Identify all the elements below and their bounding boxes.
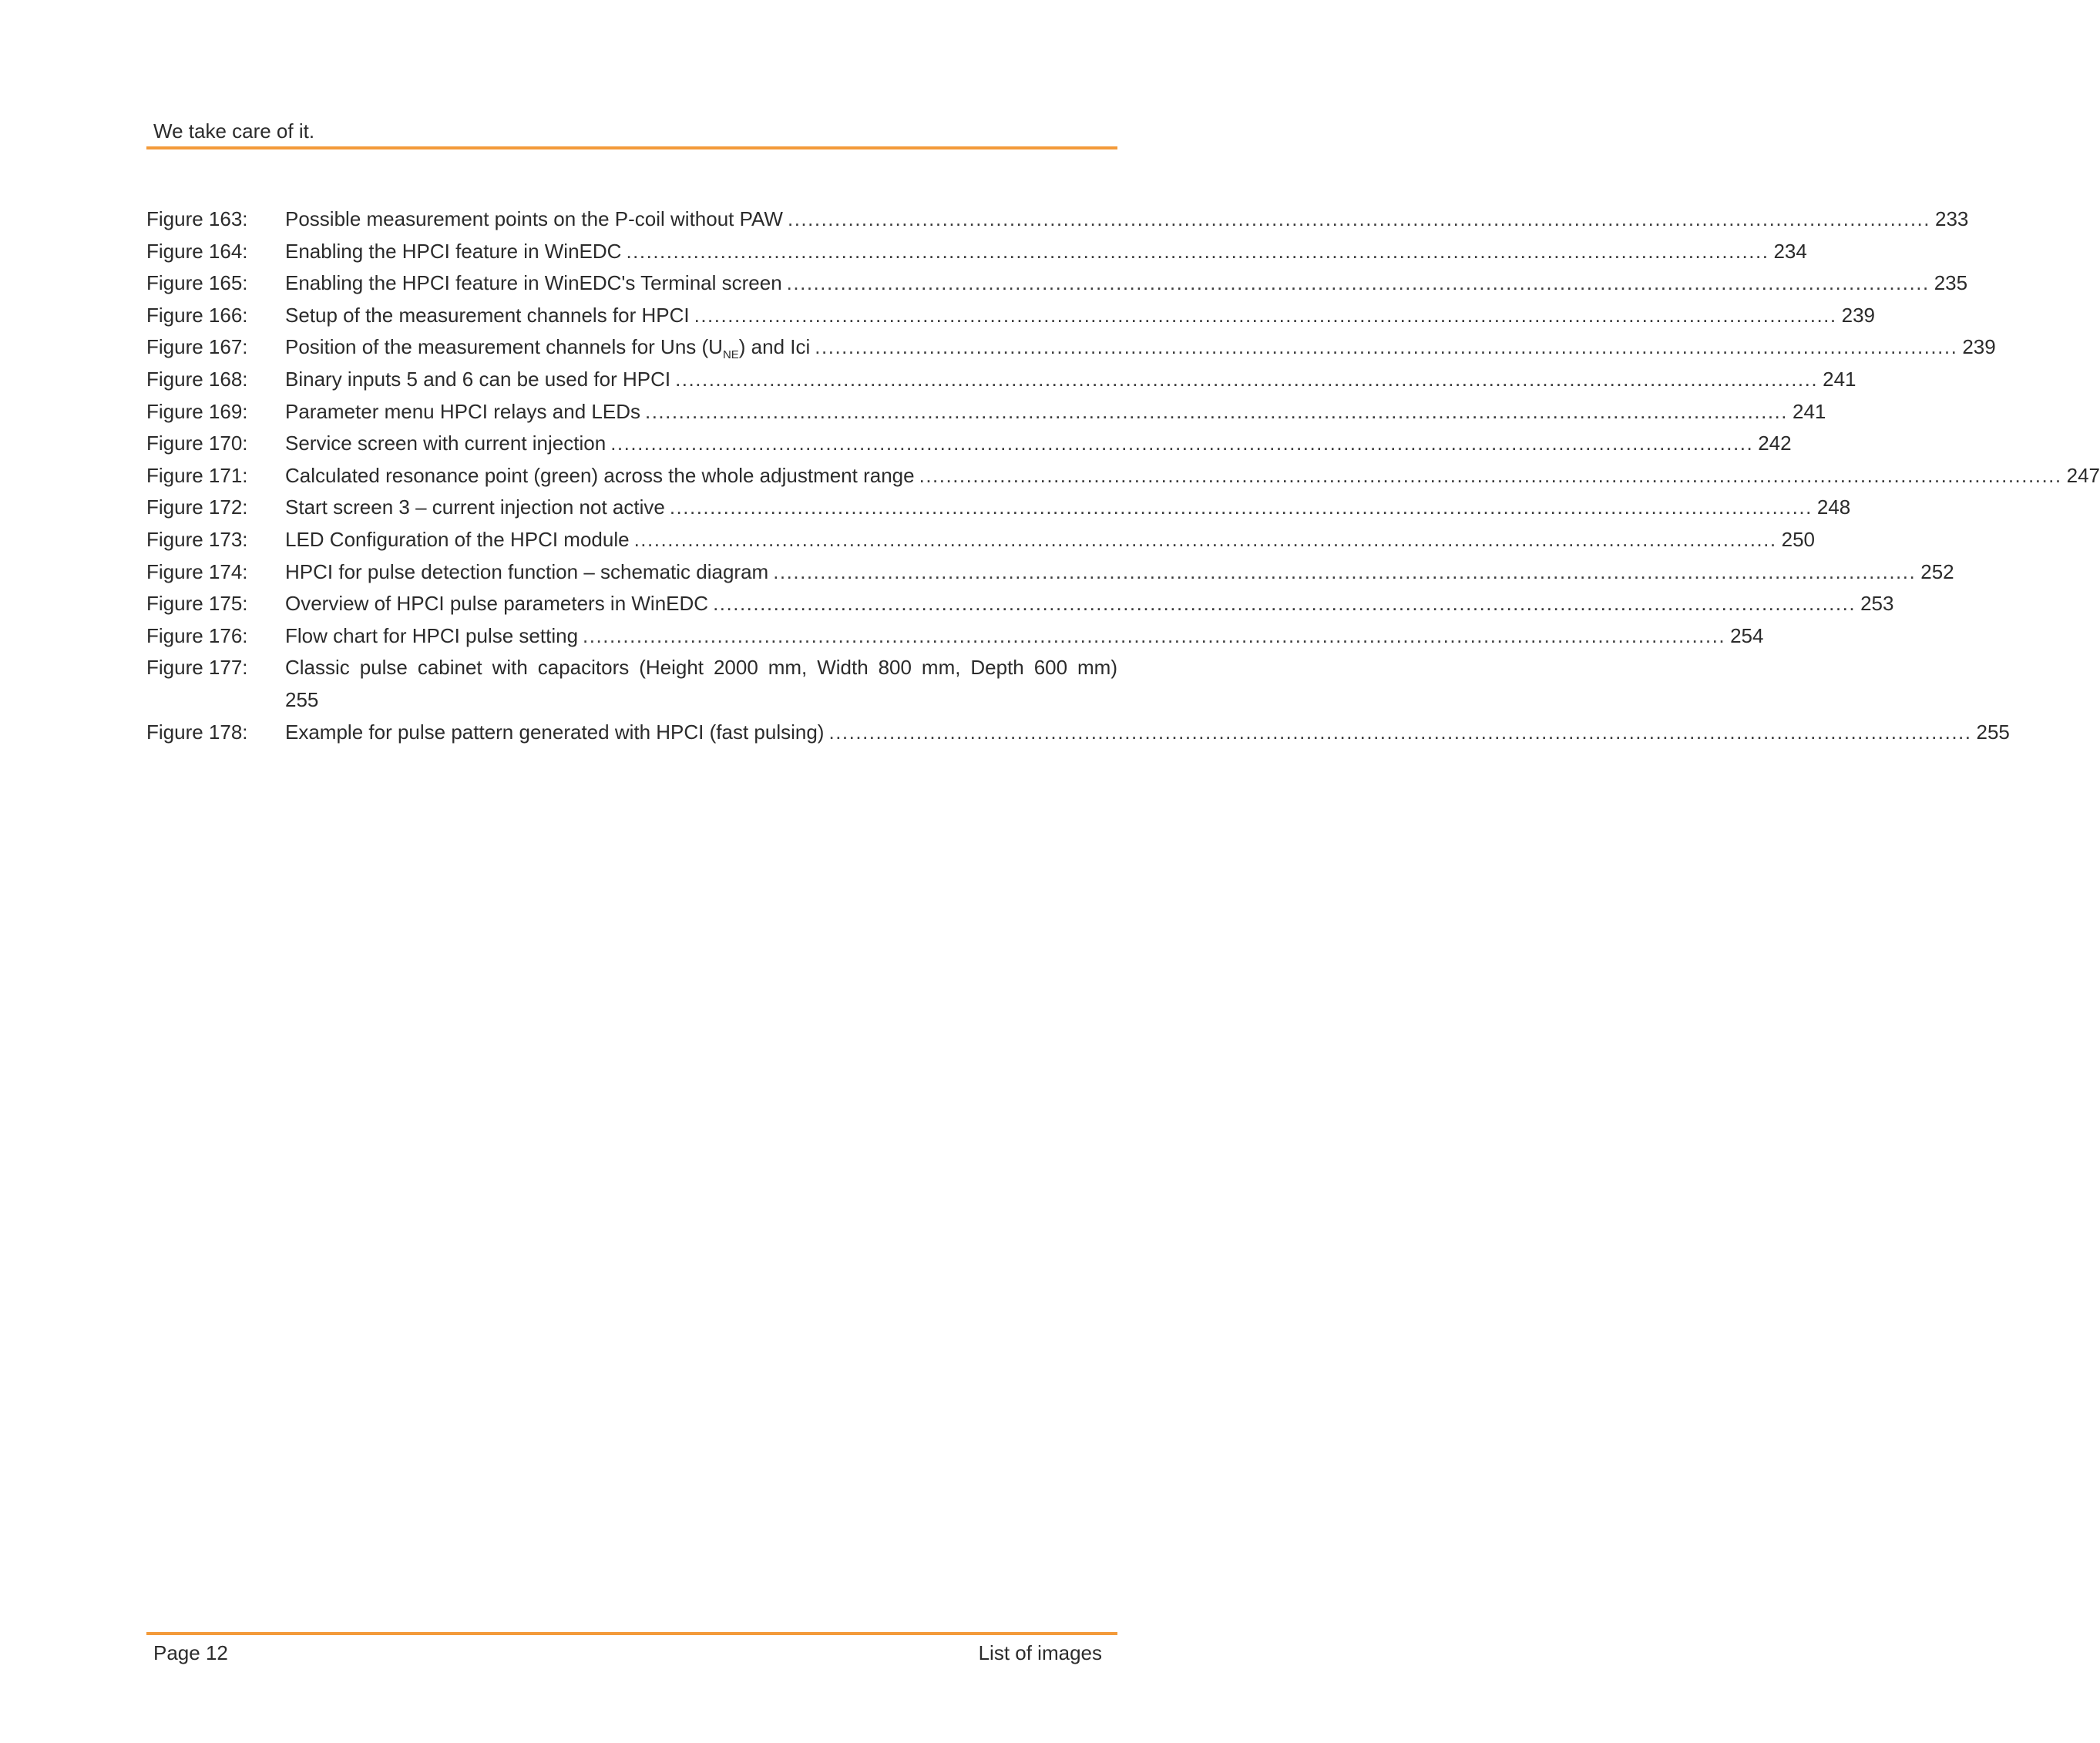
- page-number: 247: [2066, 463, 2100, 487]
- dot-leader: ..........................................................................................................................................................................: [644, 399, 1788, 423]
- figure-title: Flow chart for HPCI pulse setting: [285, 623, 579, 647]
- figure-number: Figure 172:: [146, 495, 248, 519]
- dot-leader: ..........................................................................................................................................................................: [583, 623, 1726, 647]
- dot-leader: ..........................................................................................................................................................................: [773, 559, 1917, 583]
- page-number: 239: [1962, 335, 1996, 359]
- toc-entry[interactable]: [146, 556, 1954, 589]
- figure-number: Figure 168:: [146, 367, 248, 391]
- page-number: 255: [1976, 720, 2010, 744]
- toc-entry[interactable]: [146, 588, 1894, 620]
- dot-leader: ..........................................................................................................................................................................: [675, 367, 1819, 391]
- dot-leader: ..........................................................................................................................................................................: [633, 527, 1777, 551]
- toc-entry[interactable]: [146, 203, 1969, 236]
- figure-title: Example for pulse pattern generated with HPCI (fast pulsing): [285, 720, 825, 744]
- toc-entry[interactable]: [146, 620, 1764, 653]
- toc-entry[interactable]: [146, 652, 1117, 716]
- dot-leader: ..........................................................................................................................................................................: [919, 463, 2062, 487]
- dot-leader: ..........................................................................................................................................................................: [694, 303, 1837, 327]
- figure-number: Figure 173:: [146, 527, 248, 551]
- dot-leader: ..........................................................................................................................................................................: [713, 592, 1856, 616]
- toc-entry[interactable]: [146, 396, 1826, 428]
- dot-leader: ..........................................................................................................................................................................: [610, 432, 1754, 455]
- page-number: 239: [1841, 303, 1876, 327]
- page-number: 255: [285, 687, 319, 711]
- toc-entry[interactable]: [146, 717, 2010, 749]
- figure-title: Overview of HPCI pulse parameters in WinEDC: [285, 592, 709, 616]
- figure-number: Figure 171:: [146, 463, 248, 487]
- toc-entry[interactable]: [146, 236, 1807, 268]
- figure-title: HPCI for pulse detection function – schematic diagram: [285, 559, 769, 583]
- figure-number: Figure 175:: [146, 592, 248, 616]
- toc-entry[interactable]: [146, 267, 1968, 300]
- page-number: 241: [1793, 399, 1826, 423]
- figure-number: Figure 170:: [146, 432, 248, 455]
- page-number: 242: [1758, 432, 1792, 455]
- page-number: 233: [1935, 207, 1969, 230]
- figure-title: Enabling the HPCI feature in WinEDC: [285, 239, 622, 263]
- page-number: 235: [1934, 271, 1968, 295]
- dot-leader: ..........................................................................................................................................................................: [828, 720, 1972, 744]
- figure-title: Classic pulse cabinet with capacitors (Height 2000 mm, Width 800 mm, Depth 600 mm): [285, 656, 1117, 680]
- dot-leader: ..........................................................................................................................................................................: [786, 271, 1930, 295]
- header-divider: [146, 146, 1117, 149]
- figure-title: Start screen 3 – current injection not active: [285, 495, 665, 519]
- figure-title-part: ) and Ici: [738, 335, 811, 359]
- figure-number: Figure 164:: [146, 239, 248, 263]
- figure-number: Figure 163:: [146, 207, 248, 230]
- toc-entry[interactable]: [146, 300, 1876, 332]
- figure-number: Figure 178:: [146, 720, 248, 744]
- figure-title: Service screen with current injection: [285, 432, 606, 455]
- dot-leader: ..........................................................................................................................................................................: [815, 335, 1958, 359]
- figure-number: Figure 166:: [146, 303, 248, 327]
- figure-title: Calculated resonance point (green) across the whole adjustment range: [285, 463, 915, 487]
- dot-leader: ..........................................................................................................................................................................: [669, 495, 1813, 519]
- toc-entry[interactable]: [146, 364, 1856, 396]
- figure-title: Possible measurement points on the P-coil without PAW: [285, 207, 783, 230]
- page-number: 250: [1781, 527, 1815, 551]
- figure-title: Enabling the HPCI feature in WinEDC's Terminal screen: [285, 271, 782, 295]
- section-title-footer: List of images: [978, 1641, 1102, 1664]
- figure-number: Figure 177:: [146, 656, 248, 680]
- dot-leader: ..........................................................................................................................................................................: [626, 239, 1769, 263]
- toc-entry[interactable]: [146, 492, 1851, 524]
- page-number-footer: Page 12: [153, 1641, 228, 1664]
- figure-title: [285, 331, 810, 364]
- page-number: 248: [1816, 495, 1851, 519]
- footer-divider: [146, 1632, 1117, 1635]
- figure-title-part: Position of the measurement channels for Uns (U: [285, 335, 723, 359]
- page-number: 234: [1773, 239, 1807, 263]
- running-header: We take care of it.: [153, 119, 315, 143]
- figure-number: Figure 167:: [146, 335, 248, 359]
- figure-title: Binary inputs 5 and 6 can be used for HPCI: [285, 367, 671, 391]
- page-number: 252: [1920, 559, 1954, 583]
- figure-title: Parameter menu HPCI relays and LEDs: [285, 399, 640, 423]
- subscript: NE: [722, 348, 739, 362]
- page-number: 253: [1860, 592, 1894, 616]
- toc-entry[interactable]: [146, 331, 1996, 364]
- toc-entry[interactable]: [146, 428, 1792, 460]
- page-number: 241: [1823, 367, 1856, 391]
- figure-number: Figure 165:: [146, 271, 248, 295]
- figure-title: Setup of the measurement channels for HPCI: [285, 303, 690, 327]
- figure-title: LED Configuration of the HPCI module: [285, 527, 630, 551]
- figure-number: Figure 174:: [146, 559, 248, 583]
- dot-leader: ..........................................................................................................................................................................: [787, 207, 1930, 230]
- figure-number: Figure 169:: [146, 399, 248, 423]
- list-of-images: [146, 203, 2100, 748]
- page-number: 254: [1730, 623, 1764, 647]
- toc-entry[interactable]: [146, 524, 1815, 556]
- figure-number: Figure 176:: [146, 623, 248, 647]
- toc-entry[interactable]: [146, 460, 2100, 492]
